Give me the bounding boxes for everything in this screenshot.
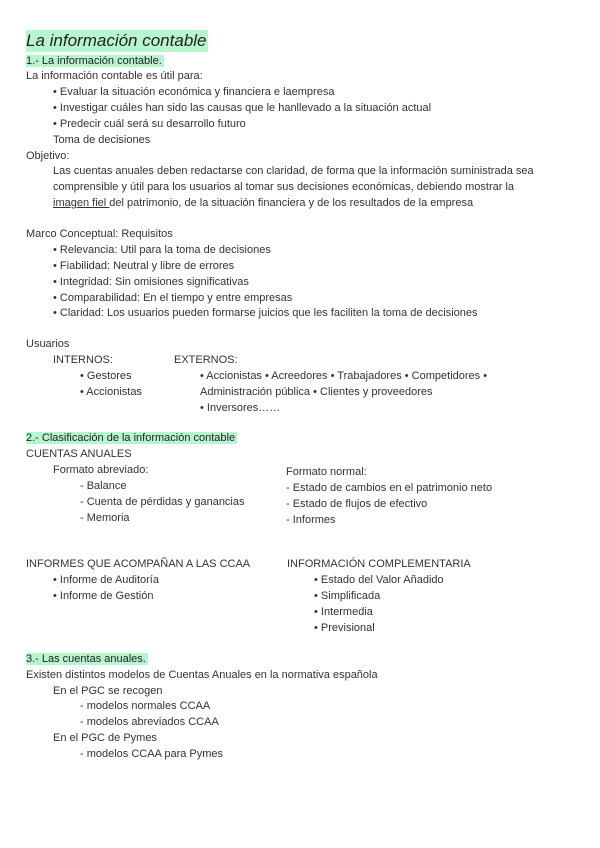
- list-item: - modelos CCAA para Pymes: [80, 748, 224, 760]
- informes-label: INFORMES QUE ACOMPAÑAN A LAS CCAA: [26, 558, 251, 570]
- pymes-label: En el PGC de Pymes: [53, 732, 157, 744]
- list-item: • Relevancia: Util para la toma de decisiones: [53, 244, 271, 256]
- section-3-heading-text: 3.- Las cuentas anuales.: [26, 653, 146, 665]
- externos-label: EXTERNOS:: [174, 354, 238, 366]
- pgc-label: En el PGC se recogen: [53, 685, 163, 697]
- section-2-heading-text: 2.- Clasificación de la información contable: [26, 432, 236, 444]
- list-item: • Informe de Gestión: [53, 590, 154, 602]
- list-item: - Memoria: [80, 512, 130, 524]
- list-item: • Evaluar la situación económica y financiera e laempresa: [53, 86, 335, 98]
- list-item-plain: Toma de decisiones: [53, 134, 151, 146]
- section-1-heading-text: 1.- La información contable.: [26, 55, 162, 67]
- page-title: La información contable: [26, 31, 207, 50]
- list-item: • Accionistas • Acreedores • Trabajadores • Competidores •: [200, 370, 488, 382]
- formato-normal-label: Formato normal:: [286, 466, 367, 478]
- section-1-heading: [26, 53, 164, 69]
- list-item: • Intermedia: [314, 606, 373, 618]
- list-item: - Estado de flujos de efectivo: [286, 498, 428, 510]
- marco-conceptual-label: Marco Conceptual: Requisitos: [26, 228, 173, 240]
- list-item: • Claridad: Los usuarios pueden formarse juicios que les faciliten la toma de decisiones: [53, 307, 478, 319]
- list-item: • Predecir cuál será su desarrollo futuro: [53, 118, 246, 130]
- list-item: • Comparabilidad: En el tiempo y entre empresas: [53, 292, 293, 304]
- section-3-heading: [26, 651, 148, 667]
- list-item: - Estado de cambios en el patrimonio neto: [286, 482, 493, 494]
- list-item: - modelos abreviados CCAA: [80, 716, 219, 728]
- informacion-complementaria-label: INFORMACIÓN COMPLEMENTARIA: [287, 558, 471, 570]
- list-item: • Investigar cuáles han sido las causas que le hanllevado a la situación actual: [53, 102, 432, 114]
- list-item: • Accionistas: [80, 386, 142, 398]
- usuarios-label: Usuarios: [26, 338, 70, 350]
- list-item: • Simplificada: [314, 590, 381, 602]
- list-item: - modelos normales CCAA: [80, 700, 211, 712]
- list-item: • Gestores: [80, 370, 132, 382]
- list-item: Administración pública • Clientes y proveedores: [200, 386, 433, 398]
- list-item: • Integridad: Sin omisiones significativas: [53, 276, 249, 288]
- list-item: - Informes: [286, 514, 336, 526]
- cuentas-anuales-label: CUENTAS ANUALES: [26, 448, 132, 460]
- objetivo-line-rest: del patrimonio, de la situación financiera y de los resultados de la empresa: [109, 197, 474, 209]
- objetivo-line: Las cuentas anuales deben redactarse con claridad, de forma que la información suministrada sea: [53, 165, 534, 177]
- section-2-heading: [26, 430, 237, 446]
- list-item: - Cuenta de pérdidas y ganancias: [80, 496, 245, 508]
- internos-label: INTERNOS:: [53, 354, 113, 366]
- section-1-intro: La información contable es útil para:: [26, 70, 203, 82]
- objetivo-line: [53, 195, 573, 211]
- objetivo-paragraph: [53, 163, 573, 211]
- list-item: - Balance: [80, 480, 127, 492]
- objetivo-label: Objetivo:: [26, 150, 70, 162]
- objetivo-line: comprensible y útil para los usuarios al tomar sus decisiones económicas, debiendo mostrar la: [53, 181, 515, 193]
- formato-abreviado-label: Formato abreviado:: [53, 464, 149, 476]
- section-3-intro: Existen distintos modelos de Cuentas Anuales en la normativa española: [26, 669, 378, 681]
- list-item: • Informe de Auditoría: [53, 574, 159, 586]
- imagen-fiel-underlined: imagen fiel: [53, 197, 110, 209]
- list-item: • Fiabilidad: Neutral y libre de errores: [53, 260, 235, 272]
- list-item: • Inversores……: [200, 402, 281, 414]
- list-item: • Previsional: [314, 622, 375, 634]
- list-item: • Estado del Valor Añadido: [314, 574, 444, 586]
